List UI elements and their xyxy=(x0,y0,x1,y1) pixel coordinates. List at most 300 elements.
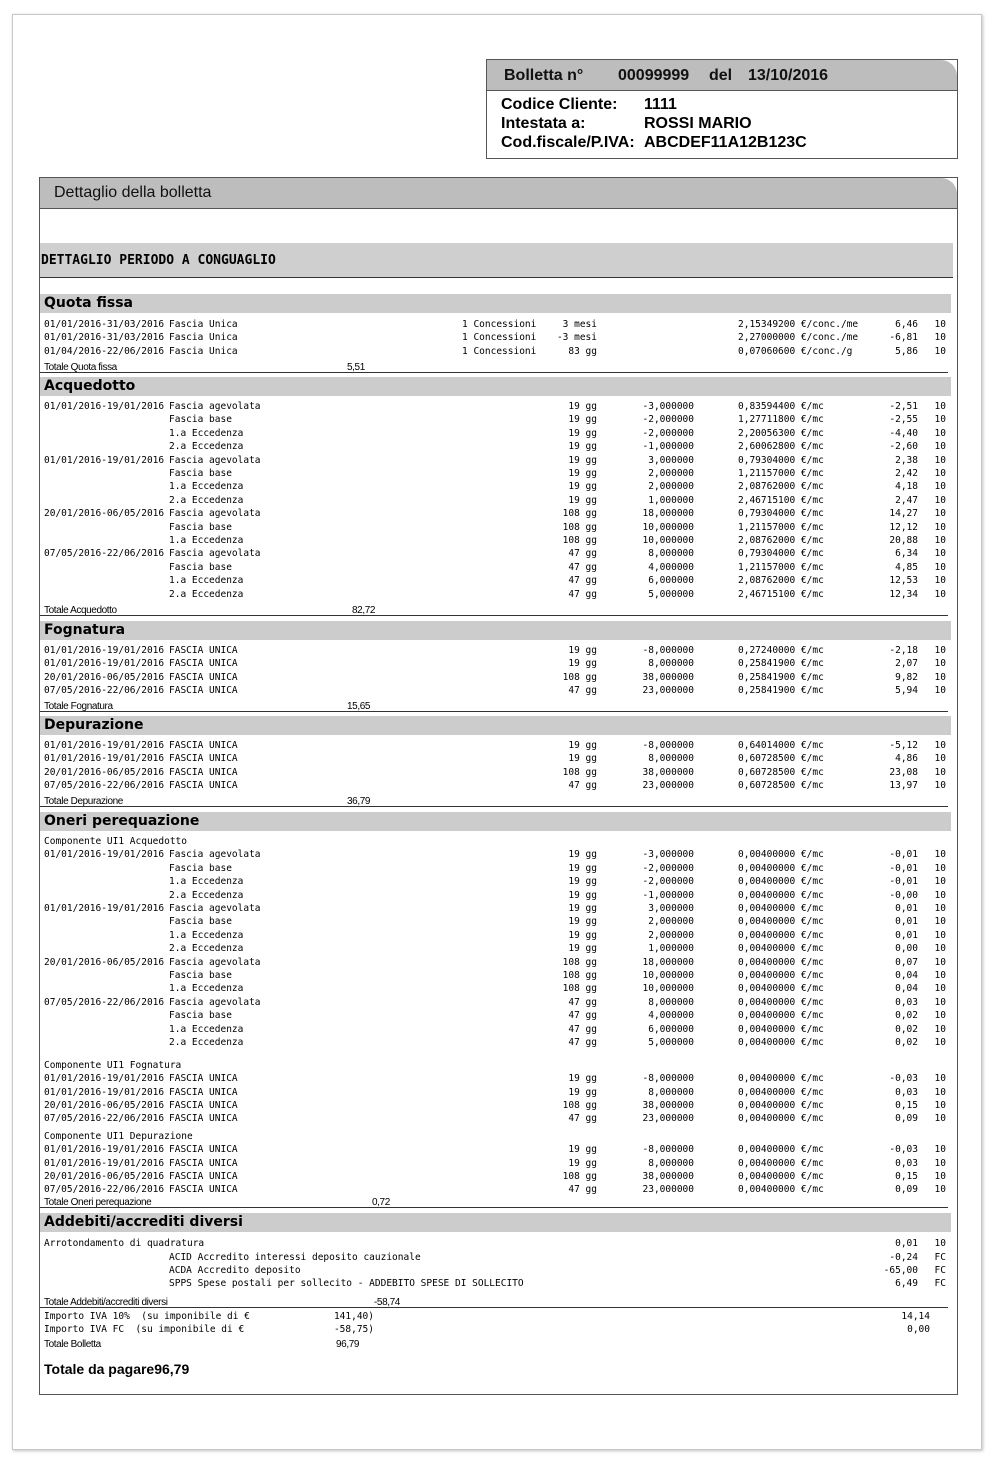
cell-tariff-band: Fascia base xyxy=(169,862,232,874)
cell-tariff-band: Fascia agevolata xyxy=(169,401,261,412)
cell-vat-code: 10 xyxy=(934,645,946,656)
cell-tariff-band: FASCIA UNICA xyxy=(169,658,238,670)
cell-amount: 0,02 xyxy=(895,1037,918,1048)
cell-vat-code: 10 xyxy=(934,658,946,670)
cell-duration: 19 gg xyxy=(568,916,597,928)
section-header-add xyxy=(40,1213,951,1232)
cell-tariff-band: 2.a Eccedenza xyxy=(169,889,244,901)
vat-base: 141,40) xyxy=(333,1311,374,1322)
cell-period: 01/01/2016-31/03/2016 xyxy=(44,332,165,344)
line-item-row xyxy=(40,644,952,657)
cell-tariff-band: 1.a Eccedenza xyxy=(169,929,244,941)
cell-duration: 19 gg xyxy=(568,889,597,901)
cell-vat-code: 10 xyxy=(934,1010,946,1022)
cell-period: 01/01/2016-19/01/2016 xyxy=(44,454,165,466)
line-item-row xyxy=(40,875,952,888)
cell-period: 01/01/2016-19/01/2016 xyxy=(44,645,165,656)
customer-code-line xyxy=(501,96,677,114)
cell-unit-price: 0,00400000 €/mc xyxy=(738,1086,824,1098)
cell-period: 01/01/2016-19/01/2016 xyxy=(44,849,165,861)
cell-vat-code: 10 xyxy=(934,956,946,968)
line-item-row xyxy=(40,657,952,670)
cell-amount: 4,18 xyxy=(895,481,918,493)
cell-tariff-band: FASCIA UNICA xyxy=(169,766,238,778)
cell-amount: 4,85 xyxy=(895,561,918,573)
cell-vat-code: 10 xyxy=(934,1144,946,1156)
cell-duration: 108 gg xyxy=(562,521,597,533)
line-item-row xyxy=(40,345,952,358)
cell-amount: 0,15 xyxy=(895,1171,918,1182)
cell-consumption: 8,000000 xyxy=(648,753,694,765)
cell-consumption: 23,000000 xyxy=(642,1113,694,1125)
cell-vat-code: 10 xyxy=(934,671,946,683)
section-title: Quota fissa xyxy=(44,295,133,311)
cell-tariff-band: FASCIA UNICA xyxy=(169,1086,238,1098)
section-total-value: -58,74 xyxy=(374,1297,400,1308)
bill-header-box xyxy=(486,59,958,159)
cell-duration: 19 gg xyxy=(568,1144,597,1156)
cell-duration: 19 gg xyxy=(568,427,597,439)
cell-consumption: 4,000000 xyxy=(648,561,694,573)
line-item-row xyxy=(40,1036,952,1049)
cell-consumption: 10,000000 xyxy=(642,970,694,981)
cell-consumption: -8,000000 xyxy=(642,1144,694,1156)
holder-line xyxy=(501,115,752,133)
cell-consumption: 2,000000 xyxy=(648,916,694,928)
cell-unit-price: 0,25841900 €/mc xyxy=(738,671,824,683)
cell-tariff-band: Fascia base xyxy=(169,1010,232,1022)
cell-period: Componente UI1 Depurazione xyxy=(44,1130,193,1142)
cell-amount: 12,34 xyxy=(889,588,918,600)
cell-vat-code: 10 xyxy=(934,943,946,955)
cell-period: Componente UI1 Acquedotto xyxy=(44,836,187,847)
cell-consumption: 18,000000 xyxy=(642,956,694,968)
cell-duration: 19 gg xyxy=(568,929,597,941)
line-item-row xyxy=(40,889,952,902)
cell-consumption: 5,000000 xyxy=(648,588,694,600)
cell-amount: 0,07 xyxy=(895,956,918,968)
cell-unit-price: 0,00400000 €/mc xyxy=(738,903,824,914)
cell-tariff-band: FASCIA UNICA xyxy=(169,1099,238,1111)
cell-duration: 19 gg xyxy=(568,1086,597,1098)
cell-tariff-band: Fascia agevolata xyxy=(169,996,261,1008)
line-item-row xyxy=(40,929,952,942)
cell-unit-price: 0,00400000 €/mc xyxy=(738,1144,824,1156)
cell-duration: 47 gg xyxy=(568,1023,597,1035)
cell-amount: 0,04 xyxy=(895,970,918,981)
cell-unit-price: 0,00400000 €/mc xyxy=(738,1023,824,1035)
cell-tariff-band: 2.a Eccedenza xyxy=(169,1037,244,1048)
cell-unit-price: 0,83594400 €/mc xyxy=(738,401,824,412)
section-total-value: 5,51 xyxy=(347,362,365,373)
cell-quantity-units: 1 Concessioni xyxy=(462,345,537,357)
cell-period: 07/05/2016-22/06/2016 xyxy=(44,548,165,560)
line-item-row xyxy=(40,969,952,982)
cell-consumption: -8,000000 xyxy=(642,740,694,751)
section-title: Acquedotto xyxy=(44,378,136,394)
cell-tariff-band: 1.a Eccedenza xyxy=(169,876,244,888)
cell-consumption: 38,000000 xyxy=(642,766,694,778)
cell-amount: 0,01 xyxy=(895,903,918,914)
cell-duration: 47 gg xyxy=(568,996,597,1008)
holder-label: Intestata a: xyxy=(501,115,586,132)
cell-period: 01/01/2016-19/01/2016 xyxy=(44,1157,165,1169)
cell-duration: 19 gg xyxy=(568,1157,597,1169)
cell-amount: 14,27 xyxy=(889,508,918,520)
cell-tariff-band: FASCIA UNICA xyxy=(169,740,238,751)
cell-vat-code: 10 xyxy=(934,494,946,506)
cell-unit-price: 1,21157000 €/mc xyxy=(738,521,824,533)
section-total-rule xyxy=(40,615,948,616)
cell-amount: 0,02 xyxy=(895,1023,918,1035)
cell-consumption: 8,000000 xyxy=(648,1086,694,1098)
fiscal-code-label: Cod.fiscale/P.IVA: xyxy=(501,134,635,151)
cell-vat-code: 10 xyxy=(934,508,946,520)
cell-consumption: -3,000000 xyxy=(642,401,694,412)
cell-tariff-band: FASCIA UNICA xyxy=(169,671,238,683)
section-title: Oneri perequazione xyxy=(44,813,200,829)
cell-consumption: 18,000000 xyxy=(642,508,694,520)
cell-duration: 108 gg xyxy=(562,671,597,683)
cell-unit-price: 0,00400000 €/mc xyxy=(738,1010,824,1022)
cell-unit-price: 0,00400000 €/mc xyxy=(738,1073,824,1085)
section-title: Depurazione xyxy=(44,717,144,733)
cell-amount: -0,03 xyxy=(889,1144,918,1156)
fiscal-code-line xyxy=(501,134,807,152)
cell-unit-price: 0,00400000 €/mc xyxy=(738,1037,824,1048)
cell-consumption: 10,000000 xyxy=(642,535,694,546)
vat-row xyxy=(40,1323,952,1336)
cell-amount: 0,00 xyxy=(895,943,918,955)
cell-period: 20/01/2016-06/05/2016 xyxy=(44,508,165,520)
line-item-row xyxy=(40,1251,952,1264)
line-item-row xyxy=(40,574,952,587)
line-item-row xyxy=(40,494,952,507)
cell-tariff-band: FASCIA UNICA xyxy=(169,1113,238,1125)
line-item-row xyxy=(40,1009,952,1022)
cell-consumption: -2,000000 xyxy=(642,414,694,426)
cell-duration: 47 gg xyxy=(568,685,597,697)
cell-duration: 19 gg xyxy=(568,1073,597,1085)
cell-vat-code: 10 xyxy=(934,983,946,995)
cell-consumption: 10,000000 xyxy=(642,521,694,533)
cell-vat-code: 10 xyxy=(934,780,946,792)
line-item-row xyxy=(40,752,952,765)
cell-vat-code: 10 xyxy=(934,685,946,697)
cell-amount: 2,07 xyxy=(895,658,918,670)
cell-vat-code: 10 xyxy=(934,1086,946,1098)
section-total-rule xyxy=(40,806,948,807)
cell-duration: 47 gg xyxy=(568,561,597,573)
cell-vat-code: 10 xyxy=(934,1023,946,1035)
line-item-row xyxy=(40,427,952,440)
cell-period: 07/05/2016-22/06/2016 xyxy=(44,1113,165,1125)
cell-consumption: 8,000000 xyxy=(648,658,694,670)
cell-consumption: 2,000000 xyxy=(648,468,694,479)
section-total-label: Totale Acquedotto xyxy=(44,605,117,616)
cell-duration: 47 gg xyxy=(568,1010,597,1022)
cell-unit-price: 0,79304000 €/mc xyxy=(738,508,824,520)
line-item-row xyxy=(40,982,952,995)
customer-code: 1111 xyxy=(644,96,677,113)
section-header-dep xyxy=(40,716,951,735)
cell-vat-code: 10 xyxy=(934,876,946,888)
cell-tariff-band: Fascia Unica xyxy=(169,345,238,357)
cell-vat-code: 10 xyxy=(934,1238,946,1249)
amount-due-row xyxy=(44,1361,936,1377)
cell-tariff-band: Fascia agevolata xyxy=(169,956,261,968)
cell-period: Arrotondamento di quadratura xyxy=(44,1238,205,1249)
cell-duration: 19 gg xyxy=(568,753,597,765)
cell-amount: 6,49 xyxy=(895,1278,918,1289)
cell-tariff-band: 1.a Eccedenza xyxy=(169,535,244,546)
section-total-value: 15,65 xyxy=(347,701,371,712)
cell-consumption: 6,000000 xyxy=(648,575,694,587)
cell-vat-code: 10 xyxy=(934,332,946,344)
amount-due-value: 96,79 xyxy=(154,1361,190,1377)
cell-period: 07/05/2016-22/06/2016 xyxy=(44,996,165,1008)
cell-period: 01/01/2016-31/03/2016 xyxy=(44,319,165,330)
customer-code-label: Codice Cliente: xyxy=(501,96,618,113)
cell-tariff-band: Fascia Unica xyxy=(169,332,238,344)
line-item-row xyxy=(40,547,952,560)
cell-duration: 19 gg xyxy=(568,645,597,656)
cell-tariff-band: 1.a Eccedenza xyxy=(169,575,244,587)
cell-tariff-band: FASCIA UNICA xyxy=(169,780,238,792)
cell-duration: 19 gg xyxy=(568,494,597,506)
cell-consumption: -1,000000 xyxy=(642,441,694,453)
bill-total-value: 96,79 xyxy=(336,1339,360,1350)
section-total-label: Totale Quota fissa xyxy=(44,362,117,373)
cell-tariff-band: Fascia base xyxy=(169,521,232,533)
cell-amount: 2,38 xyxy=(895,454,918,466)
cell-unit-price: 0,79304000 €/mc xyxy=(738,548,824,560)
line-item-row xyxy=(40,1143,952,1156)
line-item-row xyxy=(40,318,952,331)
cell-unit-price: 0,27240000 €/mc xyxy=(738,645,824,656)
cell-duration: 19 gg xyxy=(568,876,597,888)
cell-unit-price: 0,00400000 €/mc xyxy=(738,889,824,901)
section-total-rule xyxy=(40,1307,948,1308)
cell-vat-code: 10 xyxy=(934,862,946,874)
cell-period: 01/01/2016-19/01/2016 xyxy=(44,1086,165,1098)
cell-duration: 108 gg xyxy=(562,1099,597,1111)
cell-tariff-band: FASCIA UNICA xyxy=(169,1073,238,1085)
cell-vat-code: 10 xyxy=(934,414,946,426)
line-item-row xyxy=(40,848,952,861)
cell-duration: 19 gg xyxy=(568,441,597,453)
detail-title-bar xyxy=(40,178,957,209)
cell-amount: 0,01 xyxy=(895,929,918,941)
cell-unit-price: 0,00400000 €/mc xyxy=(738,1157,824,1169)
cell-unit-price: 0,07060600 €/conc./g xyxy=(738,345,853,357)
cell-duration: 108 gg xyxy=(562,1171,597,1182)
cell-period: 07/05/2016-22/06/2016 xyxy=(44,1184,165,1196)
cell-amount: -2,51 xyxy=(889,401,918,412)
cell-duration: 108 gg xyxy=(562,766,597,778)
line-item-row xyxy=(40,684,952,697)
cell-unit-price: 0,25841900 €/mc xyxy=(738,685,824,697)
cell-tariff-band: 2.a Eccedenza xyxy=(169,441,244,453)
cell-tariff-band: Fascia agevolata xyxy=(169,548,261,560)
line-item-row xyxy=(40,956,952,969)
cell-amount: 0,09 xyxy=(895,1184,918,1196)
line-item-row xyxy=(40,915,952,928)
cell-unit-price: 2,46715100 €/mc xyxy=(738,494,824,506)
cell-tariff-band: 1.a Eccedenza xyxy=(169,983,244,995)
cell-unit-price: 0,00400000 €/mc xyxy=(738,876,824,888)
cell-consumption: 10,000000 xyxy=(642,983,694,995)
cell-unit-price: 2,27000000 €/conc./me xyxy=(738,332,859,344)
cell-tariff-band: Fascia agevolata xyxy=(169,849,261,861)
line-item-row xyxy=(40,413,952,426)
cell-vat-code: 10 xyxy=(934,849,946,861)
cell-vat-code: 10 xyxy=(934,916,946,928)
line-item-row xyxy=(40,1157,952,1170)
bill-detail-box xyxy=(39,177,958,1395)
cell-amount: 13,97 xyxy=(889,780,918,792)
cell-tariff-band: Fascia agevolata xyxy=(169,508,261,520)
cell-amount: -0,24 xyxy=(889,1252,918,1263)
cell-vat-code: 10 xyxy=(934,345,946,357)
cell-tariff-band: Fascia base xyxy=(169,916,232,928)
line-item-row xyxy=(40,902,952,915)
cell-period: 20/01/2016-06/05/2016 xyxy=(44,1099,165,1111)
cell-duration: 19 gg xyxy=(568,903,597,914)
cell-unit-price: 0,79304000 €/mc xyxy=(738,454,824,466)
cell-duration: 19 gg xyxy=(568,740,597,751)
cell-consumption: -1,000000 xyxy=(642,889,694,901)
cell-consumption: -2,000000 xyxy=(642,876,694,888)
vat-base: -58,75) xyxy=(333,1324,374,1335)
cell-amount: 20,88 xyxy=(889,535,918,546)
section-header-quota xyxy=(40,294,951,313)
cell-vat-code: 10 xyxy=(934,1171,946,1182)
cell-vat-code: 10 xyxy=(934,521,946,533)
cell-tariff-band: FASCIA UNICA xyxy=(169,1144,238,1156)
cell-consumption: 23,000000 xyxy=(642,780,694,792)
cell-amount: 5,86 xyxy=(895,345,918,357)
section-total-value: 82,72 xyxy=(352,605,376,616)
cell-amount: 2,47 xyxy=(895,494,918,506)
cell-consumption: 38,000000 xyxy=(642,1171,694,1182)
cell-vat-code: 10 xyxy=(934,1184,946,1196)
cell-tariff-band: FASCIA UNICA xyxy=(169,1171,238,1182)
cell-amount: 0,01 xyxy=(895,916,918,928)
cell-tariff-band: 2.a Eccedenza xyxy=(169,943,244,955)
cell-consumption: 5,000000 xyxy=(648,1037,694,1048)
cell-duration: 108 gg xyxy=(562,970,597,981)
section-title: Fognatura xyxy=(44,622,126,638)
line-item-row xyxy=(40,1277,952,1290)
cell-unit-price: 0,00400000 €/mc xyxy=(738,862,824,874)
cell-amount: -5,12 xyxy=(889,740,918,751)
section-header-fogn xyxy=(40,621,951,640)
cell-quantity-units: 1 Concessioni xyxy=(462,332,537,344)
cell-duration: 108 gg xyxy=(562,956,597,968)
cell-consumption: 2,000000 xyxy=(648,481,694,493)
cell-tariff-band: SPPS Spese postali per sollecito - ADDEBITO SPESE DI SOLLECITO xyxy=(169,1278,524,1289)
cell-duration: 19 gg xyxy=(568,401,597,412)
cell-amount: 0,15 xyxy=(895,1099,918,1111)
cell-vat-code: 10 xyxy=(934,401,946,412)
cell-period: 07/05/2016-22/06/2016 xyxy=(44,780,165,792)
cell-vat-code: 10 xyxy=(934,561,946,573)
cell-consumption: 38,000000 xyxy=(642,671,694,683)
cell-tariff-band: Fascia base xyxy=(169,468,232,479)
cell-tariff-band: 2.a Eccedenza xyxy=(169,588,244,600)
cell-duration: 108 gg xyxy=(562,535,597,546)
cell-duration: 47 gg xyxy=(568,1184,597,1196)
cell-amount: 12,12 xyxy=(889,521,918,533)
section-total-rule xyxy=(40,711,948,712)
vat-value: 14,14 xyxy=(901,1311,930,1322)
cell-amount: 2,42 xyxy=(895,468,918,479)
line-item-row xyxy=(40,534,952,547)
cell-unit-price: 0,00400000 €/mc xyxy=(738,996,824,1008)
cell-quantity-units: 1 Concessioni xyxy=(462,319,537,330)
cell-unit-price: 0,60728500 €/mc xyxy=(738,766,824,778)
cell-unit-price: 0,60728500 €/mc xyxy=(738,753,824,765)
cell-amount: 4,86 xyxy=(895,753,918,765)
vat-row xyxy=(40,1310,952,1323)
line-item-row xyxy=(40,467,952,480)
section-total-rule xyxy=(40,1207,948,1208)
cell-consumption: 38,000000 xyxy=(642,1099,694,1111)
cell-vat-code: 10 xyxy=(934,319,946,330)
cell-duration: 19 gg xyxy=(568,454,597,466)
cell-period: 20/01/2016-06/05/2016 xyxy=(44,671,165,683)
cell-unit-price: 2,08762000 €/mc xyxy=(738,535,824,546)
cell-period: 07/05/2016-22/06/2016 xyxy=(44,685,165,697)
cell-amount: -65,00 xyxy=(883,1265,918,1276)
cell-duration: 47 gg xyxy=(568,1037,597,1048)
cell-duration: 108 gg xyxy=(562,508,597,520)
cell-consumption: 3,000000 xyxy=(648,903,694,914)
cell-tariff-band: ACID Accredito interessi deposito cauzionale xyxy=(169,1252,421,1263)
line-item-row xyxy=(40,507,952,520)
cell-amount: 0,01 xyxy=(895,1238,918,1249)
cell-tariff-band: Fascia agevolata xyxy=(169,454,261,466)
cell-consumption: 1,000000 xyxy=(648,494,694,506)
cell-unit-price: 2,60062800 €/mc xyxy=(738,441,824,453)
cell-vat-code: 10 xyxy=(934,740,946,751)
cell-unit-price: 0,00400000 €/mc xyxy=(738,849,824,861)
cell-duration: 3 mesi xyxy=(562,319,597,330)
cell-vat-code: 10 xyxy=(934,1099,946,1111)
cell-period: 01/01/2016-19/01/2016 xyxy=(44,1073,165,1085)
cell-amount: -2,55 xyxy=(889,414,918,426)
cell-vat-code: 10 xyxy=(934,766,946,778)
section-total-value: 0,72 xyxy=(372,1197,390,1208)
cell-period: 01/01/2016-19/01/2016 xyxy=(44,753,165,765)
cell-period: 01/01/2016-19/01/2016 xyxy=(44,740,165,751)
line-item-row xyxy=(40,454,952,467)
cell-unit-price: 0,64014000 €/mc xyxy=(738,740,824,751)
cell-vat-code: 10 xyxy=(934,575,946,587)
cell-amount: 23,08 xyxy=(889,766,918,778)
cell-duration: 19 gg xyxy=(568,862,597,874)
line-item-row xyxy=(40,1237,952,1250)
line-item-row xyxy=(40,739,952,752)
cell-period: Componente UI1 Fognatura xyxy=(44,1059,182,1071)
cell-tariff-band: FASCIA UNICA xyxy=(169,645,238,656)
cell-unit-price: 0,00400000 €/mc xyxy=(738,1113,824,1125)
cell-consumption: 8,000000 xyxy=(648,996,694,1008)
line-item-row xyxy=(40,942,952,955)
cell-tariff-band: ACDA Accredito deposito xyxy=(169,1265,301,1276)
cell-duration: 47 gg xyxy=(568,780,597,792)
